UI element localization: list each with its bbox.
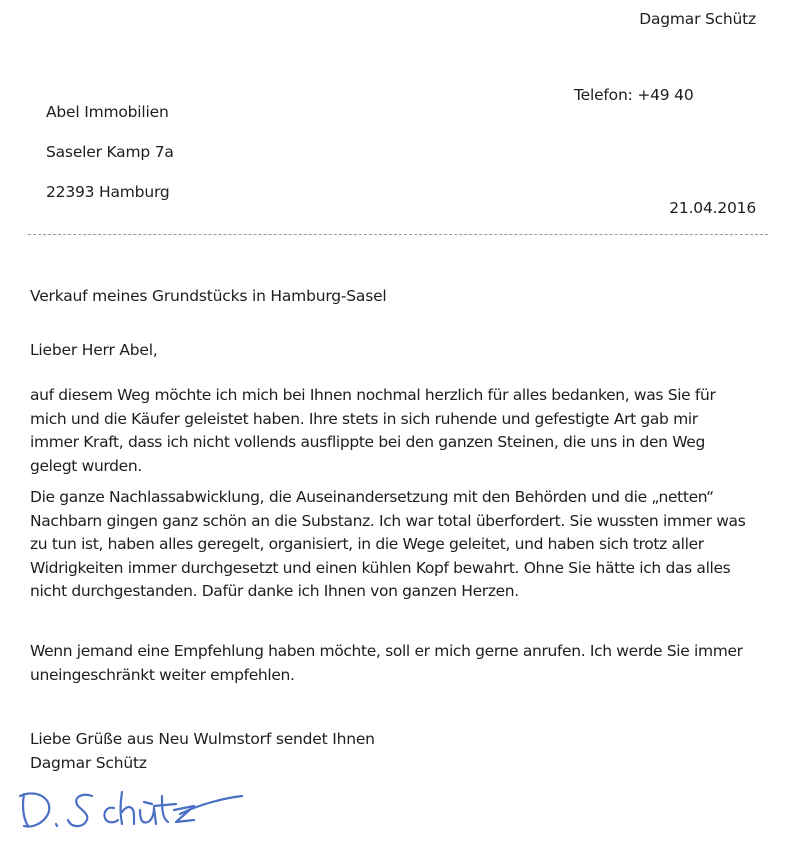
paragraph-line: Widrigkeiten immer durchgesetzt und einen kühlen Kopf bewahrt. Ohne Sie hätte ich das alles <box>30 558 731 577</box>
recipient-address <box>46 103 174 223</box>
paragraph-line: zu tun ist, haben alles geregelt, organisiert, in die Wege geleitet, und haben sich trotz aller <box>30 535 704 553</box>
salutation: Lieber Herr Abel, <box>30 341 158 359</box>
paragraph-line: Die ganze Nachlassabwicklung, die Auseinandersetzung mit den Behörden und die „netten“ <box>30 488 714 506</box>
letter-subject: Verkauf meines Grundstücks in Hamburg-Sasel <box>30 287 387 305</box>
dashed-separator <box>28 234 768 235</box>
handwritten-signature <box>10 780 250 840</box>
paragraph-line: mich und die Käufer geleistet haben. Ihre stets in sich ruhende und gefestigte Art gab mir <box>30 409 698 428</box>
body-paragraph-2 <box>30 486 770 604</box>
recipient-city: 22393 Hamburg <box>46 183 170 201</box>
paragraph-line: immer Kraft, dass ich nicht vollends ausflippte bei den ganzen Steinen, die uns in den Weg <box>30 433 705 451</box>
recipient-street: Saseler Kamp 7a <box>46 143 174 161</box>
paragraph-line: gelegt wurden. <box>30 456 142 475</box>
sender-phone: Telefon: +49 40 <box>574 86 694 104</box>
body-paragraph-1 <box>30 384 770 478</box>
paragraph-line: uneingeschränkt weiter empfehlen. <box>30 665 295 684</box>
closing-greeting: Liebe Grüße aus Neu Wulmstorf sendet Ihnen <box>30 730 375 748</box>
sender-name: Dagmar Schütz <box>639 10 756 28</box>
paragraph-line: Wenn jemand eine Empfehlung haben möchte, soll er mich gerne anrufen. Ich werde Sie immer <box>30 642 743 660</box>
paragraph-line: nicht durchgestanden. Dafür danke ich Ihnen von ganzen Herzen. <box>30 582 519 600</box>
closing-name: Dagmar Schütz <box>30 753 147 772</box>
recipient-company: Abel Immobilien <box>46 103 169 121</box>
closing <box>30 728 375 775</box>
letter-date: 21.04.2016 <box>669 199 756 217</box>
paragraph-line: auf diesem Weg möchte ich mich bei Ihnen nochmal herzlich für alles bedanken, was Sie für <box>30 386 716 404</box>
body-paragraph-3 <box>30 640 770 687</box>
paragraph-line: Nachbarn gingen ganz schön an die Substanz. Ich war total überfordert. Sie wussten immer was <box>30 511 746 530</box>
